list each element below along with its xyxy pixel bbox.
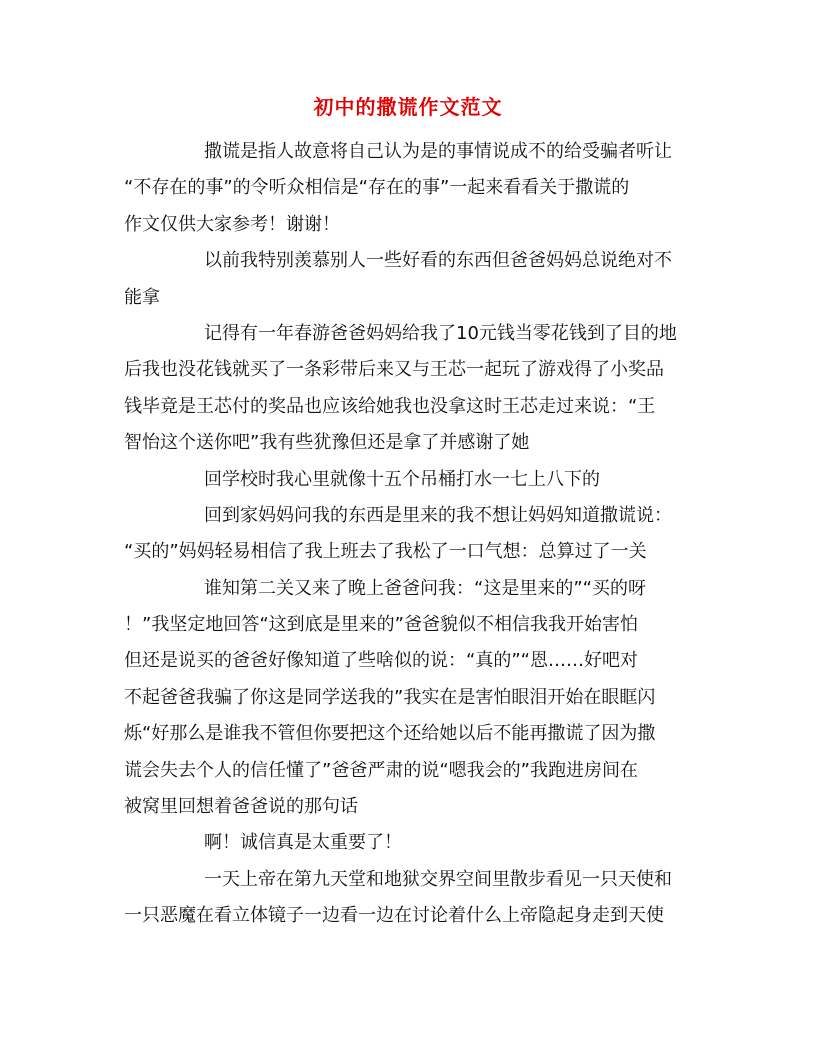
body-line: 能拿 [124, 286, 160, 308]
body-line: 谁知第二关又来了晚上爸爸问我：“这是里来的”“买的呀 [204, 577, 646, 599]
body-line: “买的”妈妈轻易相信了我上班去了我松了一口气想：总算过了一关 [124, 541, 647, 563]
body-line: 不起爸爸我骗了你这是同学送我的”我实在是害怕眼泪开始在眼眶闪 [124, 686, 656, 708]
body-line: 被窝里回想着爸爸说的那句话 [124, 796, 358, 818]
body-line: 智怡这个送你吧”我有些犹豫但还是拿了并感谢了她 [124, 432, 530, 454]
body-line: 后我也没花钱就买了一条彩带后来又与王芯一起玩了游戏得了小奖品 [124, 359, 664, 381]
body-line: 一只恶魔在看立体镜子一边看一边在讨论着什么上帝隐起身走到天使 [124, 905, 664, 927]
body-line: 但还是说买的爸爸好像知道了些啥似的说：“真的”“恩……好吧对 [124, 650, 638, 672]
body-line: 作文仅供大家参考！谢谢！ [124, 213, 340, 235]
body-line: 钱毕竟是王芯付的奖品也应该给她我也没拿这时王芯走过来说：“王 [124, 395, 656, 417]
body-line: 记得有一年春游爸爸妈妈给我了10元钱当零花钱到了目的地 [204, 322, 677, 344]
body-line: 撒谎是指人故意将自己认为是的事情说成不的给受骗者听让 [204, 141, 672, 162]
body-line: 烁“好那么是谁我不管但你要把这个还给她以后不能再撒谎了因为撒 [124, 723, 656, 745]
body-line: “不存在的事”的令听众相信是“存在的事”一起来看看关于撒谎的 [124, 177, 630, 199]
body-line: 一天上帝在第九天堂和地狱交界空间里散步看见一只天使和 [204, 868, 672, 890]
body-line: 以前我特别羡慕别人一些好看的东西但爸爸妈妈总说绝对不 [204, 250, 672, 272]
body-line: 谎会失去个人的信任懂了”爸爸严肃的说“嗯我会的”我跑进房间在 [124, 759, 638, 781]
body-line: 啊！诚信真是太重要了！ [204, 832, 402, 854]
body-line: ！”我坚定地回答“这到底是里来的”爸爸貌似不相信我我开始害怕 [124, 614, 638, 636]
document-body [124, 134, 696, 935]
body-line: 回学校时我心里就像十五个吊桶打水一七上八下的 [204, 468, 600, 490]
document-title: 初中的撒谎作文范文 [313, 95, 503, 119]
body-line: 回到家妈妈问我的东西是里来的我不想让妈妈知道撒谎说： [204, 504, 672, 526]
